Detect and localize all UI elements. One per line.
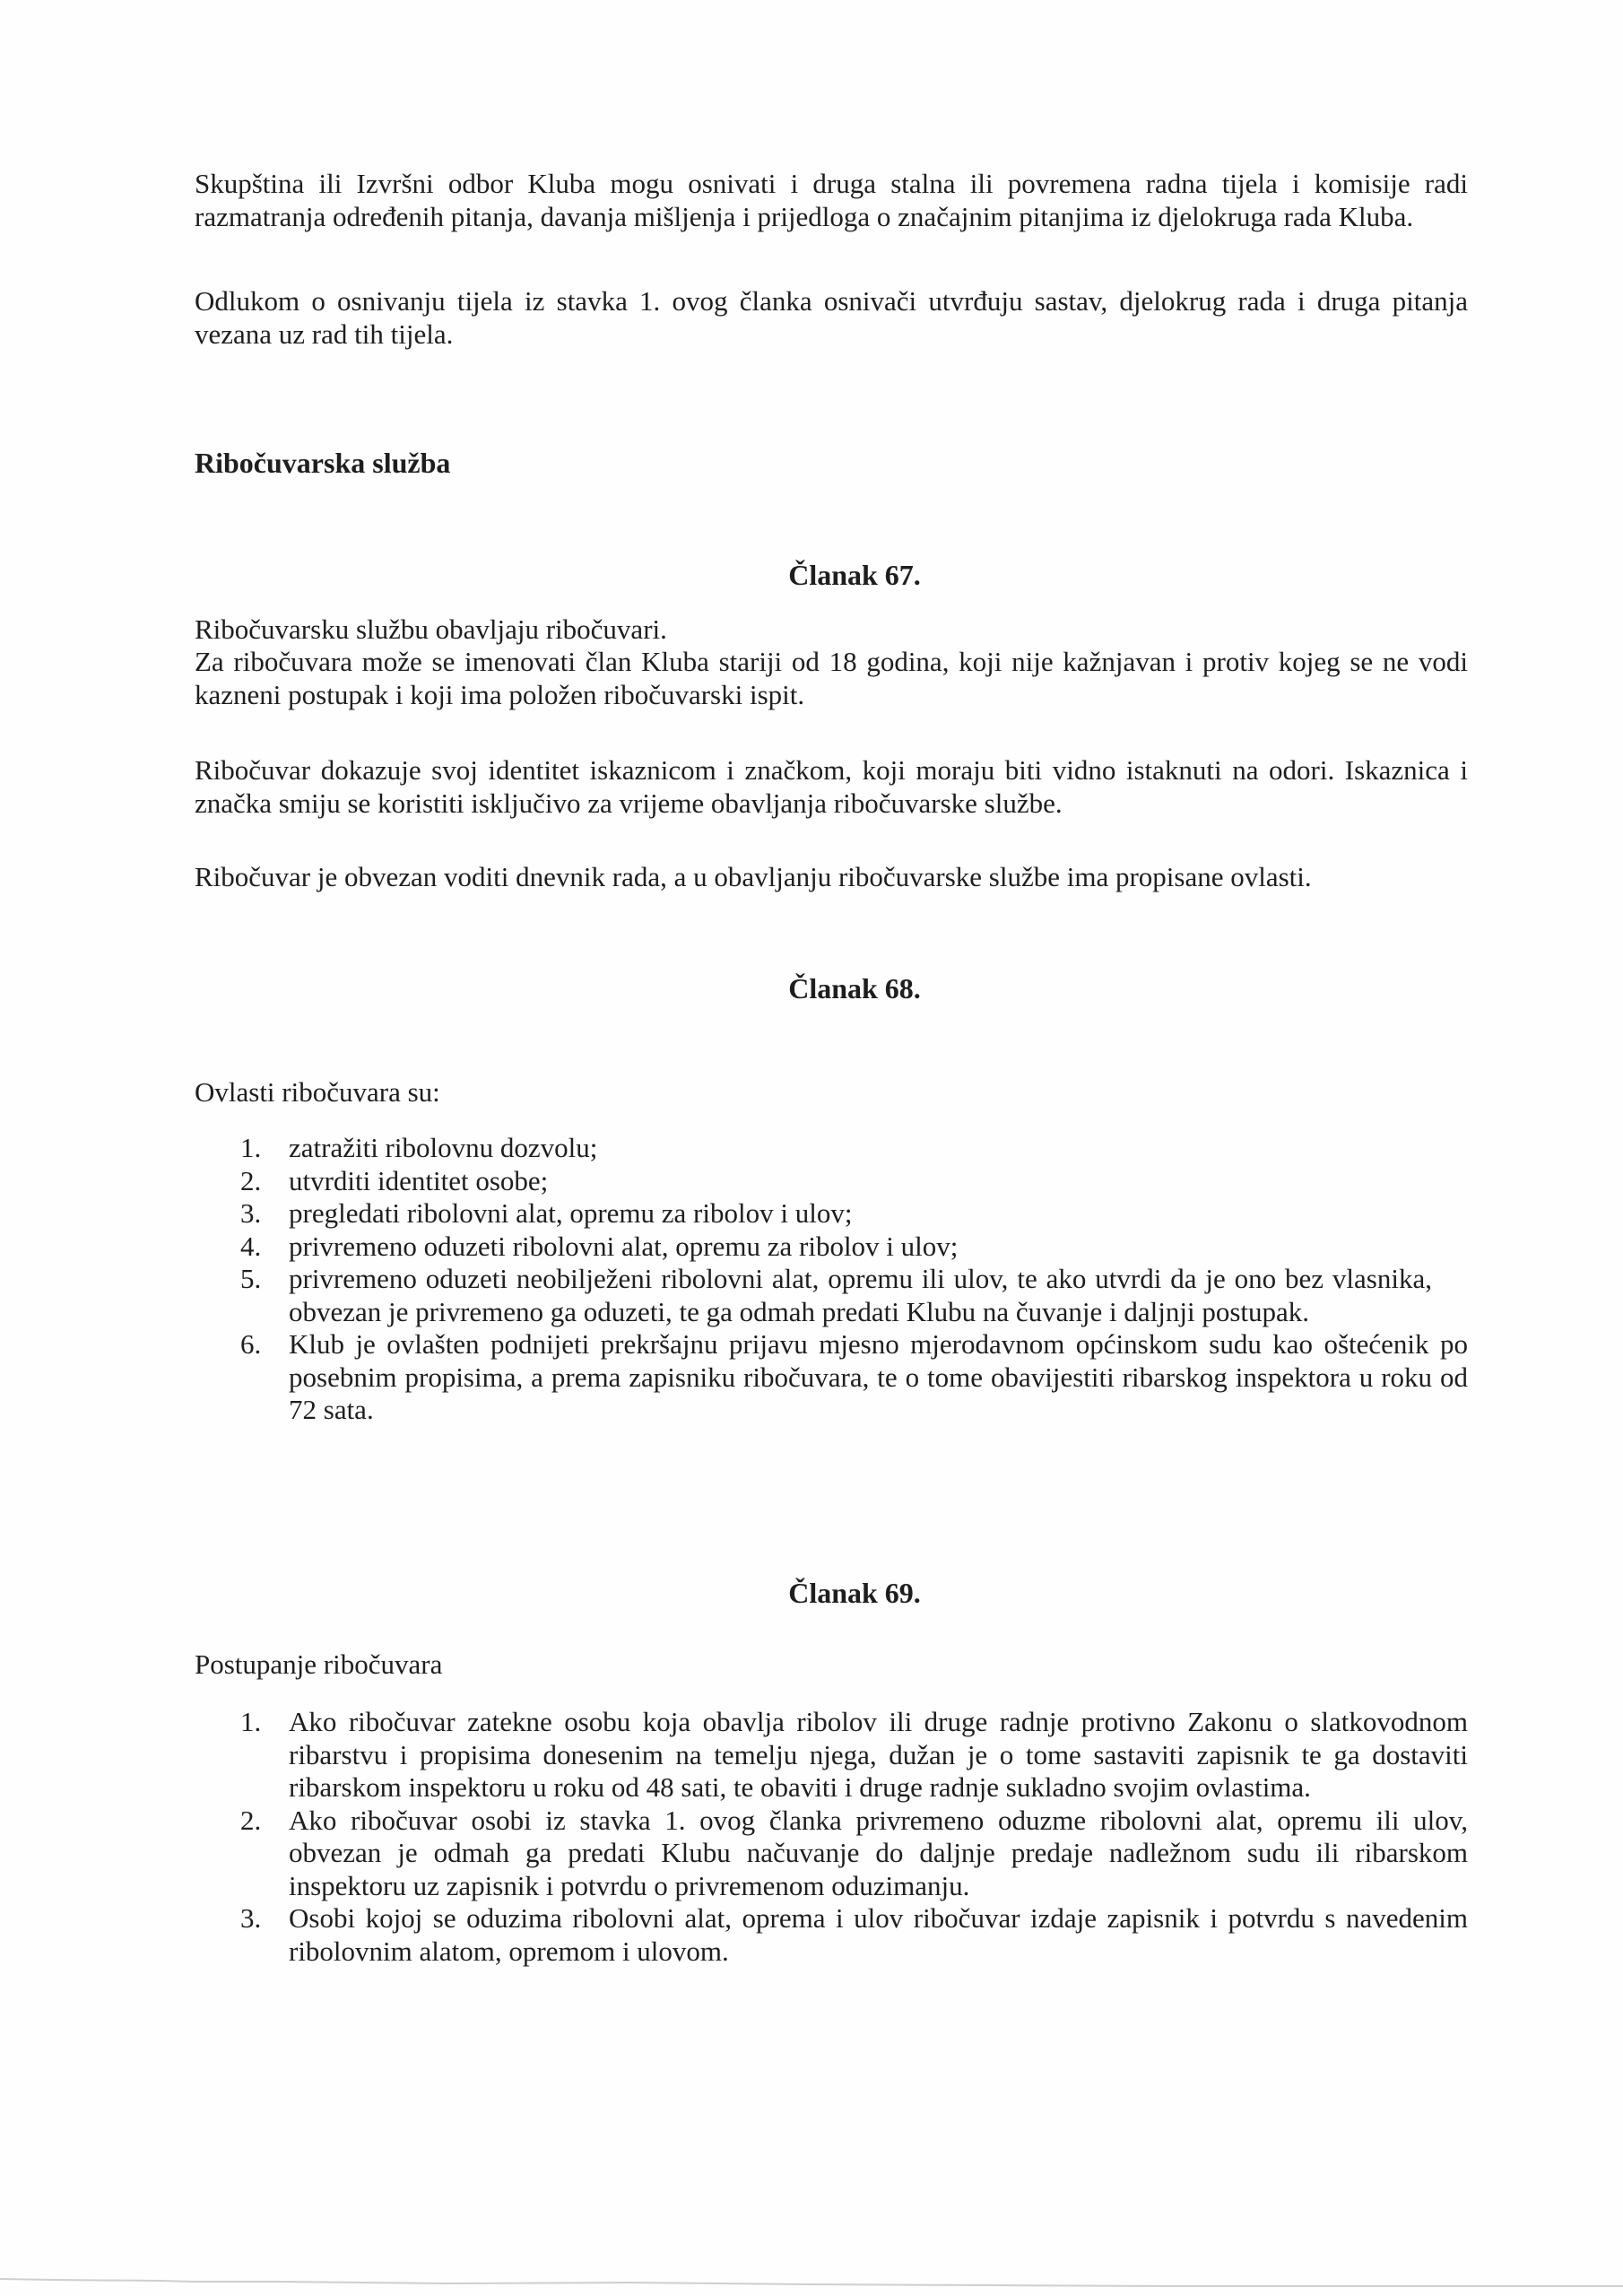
list-item xyxy=(195,1805,1468,1903)
list-item-text: zatražiti ribolovnu dozvolu; xyxy=(289,1132,598,1163)
list-item-text: Klub je ovlašten podnijeti prekršajnu prijavu mjesno mjerodavnom općinskom sudu kao oštećenik po posebnim propisima, a prema zapisniku ribočuvara, te o tome obavijestiti ribarskog inspektora u roku od 72 sata. xyxy=(289,1328,1468,1425)
list-item xyxy=(195,1197,1468,1231)
article-67-title: Članak 67. xyxy=(788,559,921,591)
list-item-text: pregledati ribolovni alat, opremu za ribolov i ulov; xyxy=(289,1197,853,1229)
list-item xyxy=(195,1902,1468,1968)
list-item-text: Ako ribočuvar osobi iz stavka 1. ovog članka privremeno oduzme ribolovni alat, opremu ili ulov, obvezan je odmah ga predati Klubu načuvanje do daljnje predaje nadležnom sudu ili ribarskom inspektoru uz zapisnik i potvrdu o privremenom oduzimanju. xyxy=(289,1804,1468,1901)
article-68-title: Članak 68. xyxy=(788,972,921,1004)
list-item-number: 3. xyxy=(240,1902,262,1934)
article-69-list xyxy=(195,1706,1468,1968)
list-item-number: 5. xyxy=(240,1263,262,1294)
section-heading: Ribočuvarska služba xyxy=(195,447,451,479)
list-item xyxy=(195,1165,1468,1198)
list-item xyxy=(195,1263,1468,1328)
article-67-paragraph-4 xyxy=(195,861,1468,894)
list-item-number: 1. xyxy=(240,1132,262,1163)
list-item-number: 4. xyxy=(240,1230,262,1262)
list-item-number: 3. xyxy=(240,1197,262,1229)
list-item xyxy=(195,1328,1468,1427)
list-item-text: privremeno oduzeti neobilježeni ribolovni alat, opremu ili ulov, te ako utvrdi da je ono bez vlasnika, obvezan je privremeno ga oduzeti, te ga odmah predati Klubu na čuvanje i daljnji postupak. xyxy=(289,1263,1432,1327)
list-item-text: privremeno oduzeti ribolovni alat, opremu za ribolov i ulov; xyxy=(289,1230,959,1262)
intro-paragraph-2 xyxy=(195,285,1468,351)
intro-paragraph-1 xyxy=(195,168,1468,233)
paragraph-text: Odlukom o osnivanju tijela iz stavka 1. ovog članka osnivači utvrđuju sastav, djelokrug rada i druga pitanja vezana uz rad tih tijela. xyxy=(195,285,1468,350)
article-68-intro: Ovlasti ribočuvara su: xyxy=(195,1076,440,1108)
list-item-text: Osobi kojoj se oduzima ribolovni alat, oprema i ulov ribočuvar izdaje zapisnik i potvrdu s navedenim ribolovnim alatom, opremom i ulovom. xyxy=(289,1902,1468,1967)
paragraph-text: Za ribočuvara može se imenovati član Kluba stariji od 18 godina, koji nije kažnjavan i protiv kojeg se ne vodi kazneni postupak i koji ima položen ribočuvarski ispit. xyxy=(195,646,1468,710)
list-item xyxy=(195,1706,1468,1805)
list-item xyxy=(195,1231,1468,1264)
list-item-number: 2. xyxy=(240,1804,262,1836)
article-68-list xyxy=(195,1132,1468,1427)
article-67-paragraph-1 xyxy=(195,613,1468,647)
list-item-number: 6. xyxy=(240,1328,262,1360)
paragraph-text: Ribočuvarsku službu obavljaju ribočuvari. xyxy=(195,613,667,645)
article-69-title: Članak 69. xyxy=(788,1577,921,1609)
scan-edge-line xyxy=(0,2278,1623,2287)
list-item-text: Ako ribočuvar zatekne osobu koja obavlja ribolov ili druge radnje protivno Zakonu o slatkovodnom ribarstvu i propisima donesenim na temelju njega, dužan je o tome sastaviti zapisnik te ga dostaviti ribarskom inspektoru u roku od 48 sati, te obaviti i druge radnje sukladno svojim ovlastima. xyxy=(289,1706,1468,1803)
list-item xyxy=(195,1132,1468,1165)
list-item-text: utvrditi identitet osobe; xyxy=(289,1164,549,1196)
article-69-intro: Postupanje ribočuvara xyxy=(195,1648,443,1680)
paragraph-text: Ribočuvar je obvezan voditi dnevnik rada, a u obavljanju ribočuvarske službe ima propisane ovlasti. xyxy=(195,861,1312,892)
article-67-paragraph-2 xyxy=(195,646,1468,711)
article-67-paragraph-3 xyxy=(195,754,1468,820)
paragraph-text: Ribočuvar dokazuje svoj identitet iskaznicom i značkom, koji moraju biti vidno istaknuti na odori. Iskaznica i značka smiju se koristiti isključivo za vrijeme obavljanja ribočuvarske službe. xyxy=(195,754,1468,819)
paragraph-text: Skupština ili Izvršni odbor Kluba mogu osnivati i druga stalna ili povremena radna tijela i komisije radi razmatranja određenih pitanja, davanja mišljenja i prijedloga o značajnim pitanjima iz djelokruga rada Kluba. xyxy=(195,168,1468,232)
list-item-number: 2. xyxy=(240,1164,262,1196)
list-item-number: 1. xyxy=(240,1706,262,1737)
